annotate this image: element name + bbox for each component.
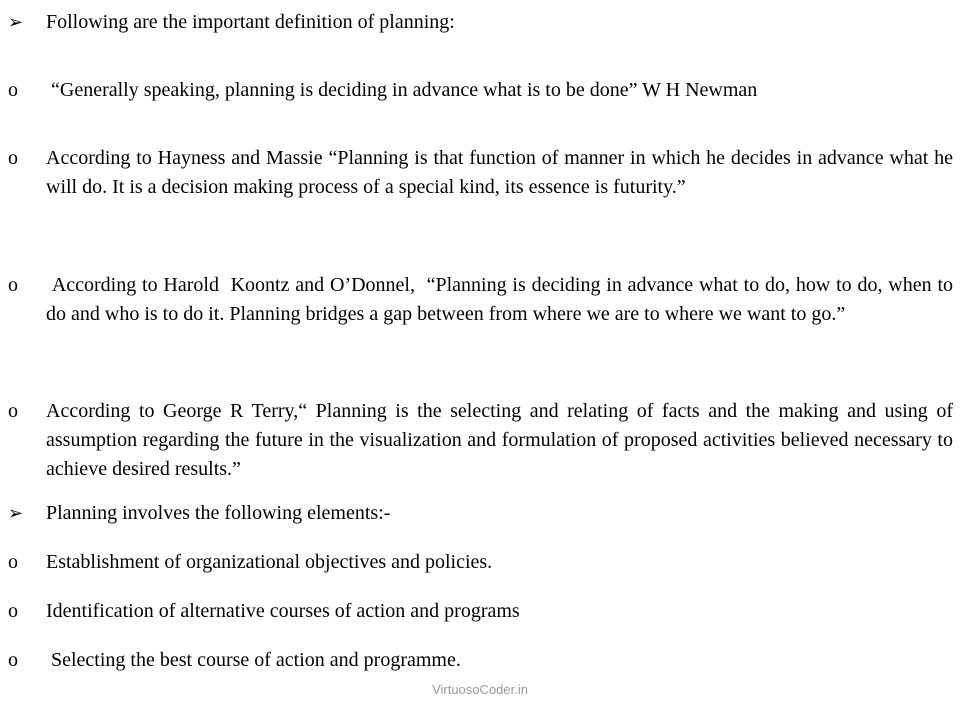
arrow-bullet-icon: ➢ — [8, 12, 24, 33]
bullet-text: Identification of alternative courses of action and programs — [46, 600, 520, 622]
circle-bullet-icon: o — [8, 400, 18, 422]
bullet-text: Selecting the best course of action and programme. — [46, 649, 461, 671]
arrow-bullet-icon: ➢ — [8, 503, 24, 524]
bullet-text: “Generally speaking, planning is deciding in advance what is to be done” W H Newman — [46, 79, 758, 101]
circle-bullet-icon: o — [8, 79, 18, 101]
watermark: VirtuosoCoder.in — [432, 682, 528, 697]
bullet-text: According to Harold Koontz and O’Donnel, “Planning is deciding in advance what to do, how to do, when to do and who is to do it. Planning bridges a gap between from where we are to where we want to go.” — [46, 274, 958, 325]
bullet-text: According to Hayness and Massie “Planning is that function of manner in which he decides in advance what he will do. It is a decision making process of a special kind, its essence is futurity.” — [46, 147, 958, 198]
bullet-text: Establishment of organizational objectives and policies. — [46, 551, 493, 573]
bullet-text: Planning involves the following elements:- — [46, 502, 391, 524]
circle-bullet-icon: o — [8, 649, 18, 671]
bullet-text: Following are the important definition of planning: — [46, 11, 455, 33]
circle-bullet-icon: o — [8, 551, 18, 573]
bullet-text: According to George R Terry,“ Planning is the selecting and relating of facts and the making and using of assumption regarding the future in the visualization and formulation of proposed activities believed necessary to achieve desired results.” — [46, 400, 958, 480]
circle-bullet-icon: o — [8, 274, 18, 296]
circle-bullet-icon: o — [8, 600, 18, 622]
circle-bullet-icon: o — [8, 147, 18, 169]
